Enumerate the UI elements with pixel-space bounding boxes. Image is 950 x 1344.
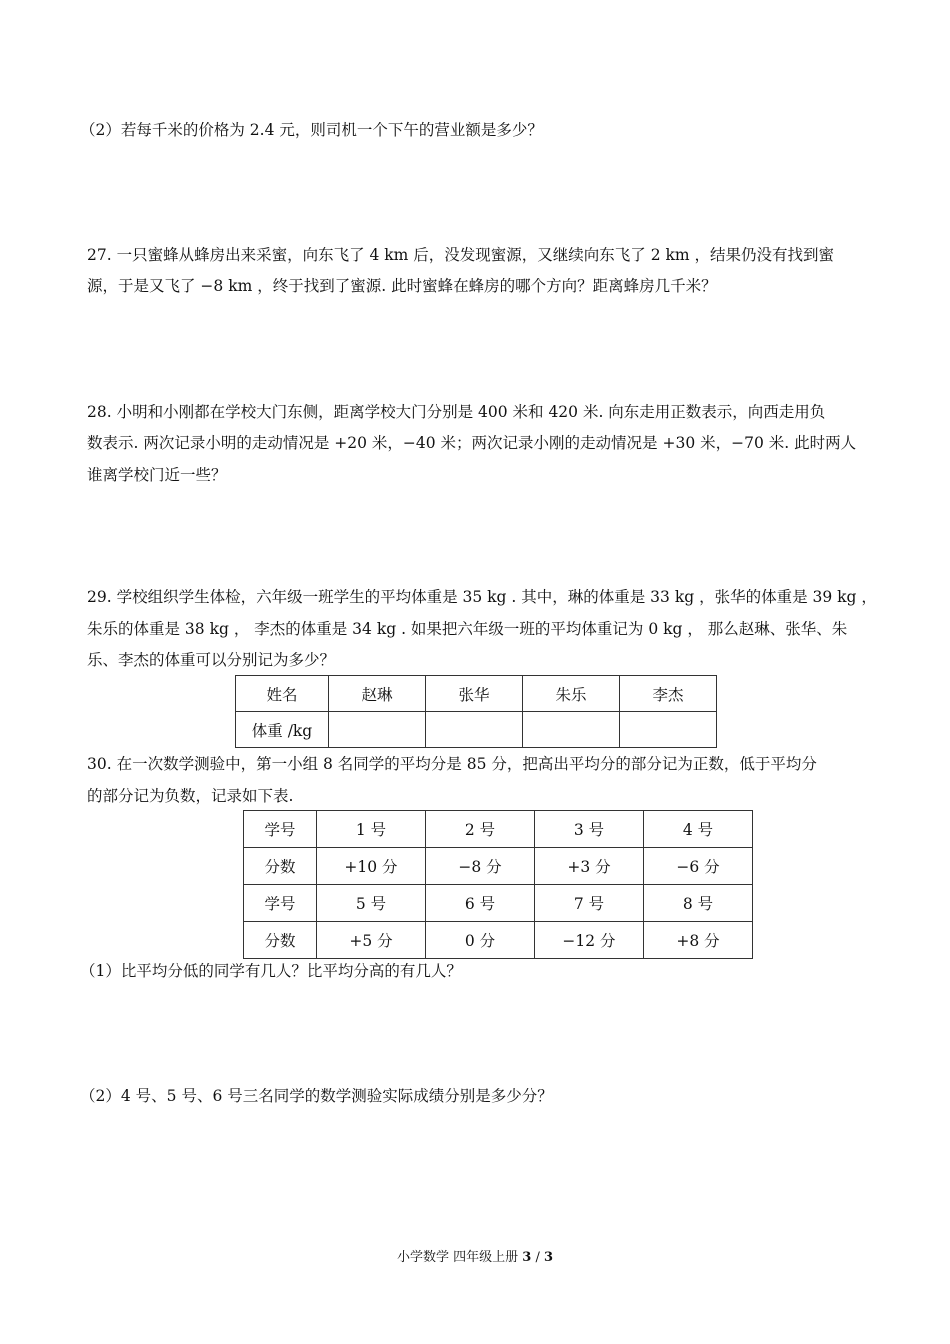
page-number: 3 <box>522 1250 532 1265</box>
answer-cell[interactable] <box>329 712 426 748</box>
table-cell: −6 分 <box>644 848 753 885</box>
table-cell: 分数 <box>244 848 317 885</box>
table-cell: 赵琳 <box>329 676 426 712</box>
page-separator: / <box>531 1250 544 1265</box>
table-cell: 分数 <box>244 922 317 959</box>
answer-cell[interactable] <box>523 712 620 748</box>
table-cell: 0 分 <box>426 922 535 959</box>
table-cell: 3 号 <box>535 811 644 848</box>
question-29-line-2: 朱乐的体重是 38 kg ， 李杰的体重是 34 kg . 如果把六年级一班的平均体重记为 0 kg ， 那么赵琳、张华、朱 <box>87 620 848 638</box>
table-cell: +10 分 <box>317 848 426 885</box>
table-row <box>244 885 753 922</box>
table-cell: +8 分 <box>644 922 753 959</box>
table-row <box>244 811 753 848</box>
table-row <box>244 848 753 885</box>
question-29-line-1: 29. 学校组织学生体检，六年级一班学生的平均体重是 35 kg . 其中，琳的体重是 33 kg ，张华的体重是 39 kg ， <box>87 588 877 606</box>
question-28-line-2: 数表示. 两次记录小明的走动情况是 +20 米，−40 米；两次记录小刚的走动情况是 +30 米，−70 米. 此时两人 <box>87 434 857 452</box>
table-cell: 8 号 <box>644 885 753 922</box>
question-30-line-1: 30. 在一次数学测验中，第一小组 8 名同学的平均分是 85 分，把高出平均分的部分记为正数，低于平均分 <box>87 755 817 773</box>
table-cell: −12 分 <box>535 922 644 959</box>
question-30-sub-2: （2）4 号、5 号、6 号三名同学的数学测验实际成绩分别是多少分？ <box>80 1087 553 1105</box>
table-row <box>236 676 717 712</box>
score-table <box>243 810 753 959</box>
question-28-line-3: 谁离学校门近一些？ <box>87 466 227 484</box>
question-28-line-1: 28. 小明和小刚都在学校大门东侧，距离学校大门分别是 400 米和 420 米. 向东走用正数表示，向西走用负 <box>87 403 826 421</box>
table-cell: 体重 /kg <box>236 712 329 748</box>
question-30-sub-1: （1）比平均分低的同学有几人？比平均分高的有几人？ <box>80 962 462 980</box>
table-cell: 4 号 <box>644 811 753 848</box>
page-footer <box>0 1246 950 1265</box>
table-cell: 李杰 <box>620 676 717 712</box>
table-cell: 姓名 <box>236 676 329 712</box>
table-cell: 7 号 <box>535 885 644 922</box>
answer-cell[interactable] <box>426 712 523 748</box>
question-27-line-1: 27. 一只蜜蜂从蜂房出来采蜜，向东飞了 4 km 后，没发现蜜源，又继续向东飞了 2 km ，结果仍没有找到蜜 <box>87 246 835 264</box>
answer-cell[interactable] <box>620 712 717 748</box>
table-cell: 2 号 <box>426 811 535 848</box>
table-cell: +3 分 <box>535 848 644 885</box>
question-27-line-2: 源，于是又飞了 −8 km ，终于找到了蜜源. 此时蜜蜂在蜂房的哪个方向？距离蜂房几千米？ <box>87 277 717 295</box>
table-cell: 1 号 <box>317 811 426 848</box>
table-cell: 朱乐 <box>523 676 620 712</box>
footer-title: 小学数学 四年级上册 <box>396 1250 519 1265</box>
table-cell: 学号 <box>244 885 317 922</box>
table-cell: 6 号 <box>426 885 535 922</box>
table-cell: −8 分 <box>426 848 535 885</box>
table-cell: 张华 <box>426 676 523 712</box>
table-row <box>244 922 753 959</box>
page-total: 3 <box>543 1250 554 1265</box>
table-cell: 5 号 <box>317 885 426 922</box>
table-cell: 学号 <box>244 811 317 848</box>
question-29-line-3: 乐、李杰的体重可以分别记为多少？ <box>87 651 336 669</box>
table-cell: +5 分 <box>317 922 426 959</box>
table-row <box>236 712 717 748</box>
question-26-part-2: （2）若每千米的价格为 2.4 元，则司机一个下午的营业额是多少？ <box>80 121 543 139</box>
weight-table <box>235 675 717 748</box>
question-30-line-2: 的部分记为负数，记录如下表. <box>87 787 294 805</box>
